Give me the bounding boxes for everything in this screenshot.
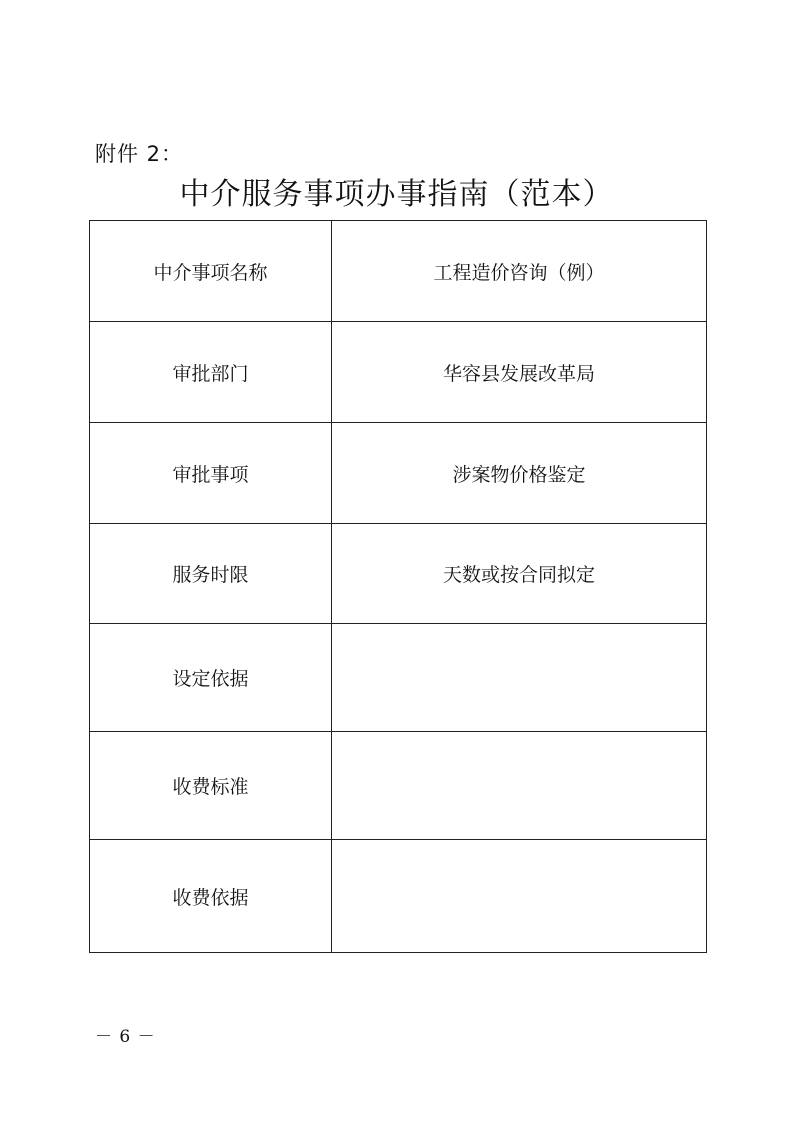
row-value-cell: 工程造价咨询（例） — [332, 221, 707, 322]
table-row — [90, 624, 707, 732]
table-row — [90, 221, 707, 322]
service-guide-table — [89, 220, 707, 953]
page-number: － 6 － — [95, 1027, 156, 1047]
row-label-cell: 设定依据 — [90, 624, 332, 732]
row-label-cell: 中介事项名称 — [90, 221, 332, 322]
document-title: 中介服务事项办事指南（范本） — [179, 177, 614, 212]
row-label-cell: 审批事项 — [90, 423, 332, 524]
row-label-cell: 收费依据 — [90, 840, 332, 953]
row-label-cell: 收费标准 — [90, 732, 332, 840]
attachment-label: 附件 2： — [95, 142, 184, 166]
row-value-cell: 华容县发展改革局 — [332, 322, 707, 423]
row-value-cell — [332, 840, 707, 953]
row-value-cell — [332, 732, 707, 840]
row-label-cell: 服务时限 — [90, 524, 332, 624]
row-label-cell: 审批部门 — [90, 322, 332, 423]
row-value-cell — [332, 624, 707, 732]
row-value-cell: 涉案物价格鉴定 — [332, 423, 707, 524]
row-value-cell: 天数或按合同拟定 — [332, 524, 707, 624]
table-row — [90, 840, 707, 953]
table-row — [90, 322, 707, 423]
table-row — [90, 524, 707, 624]
table-row — [90, 423, 707, 524]
table-row — [90, 732, 707, 840]
